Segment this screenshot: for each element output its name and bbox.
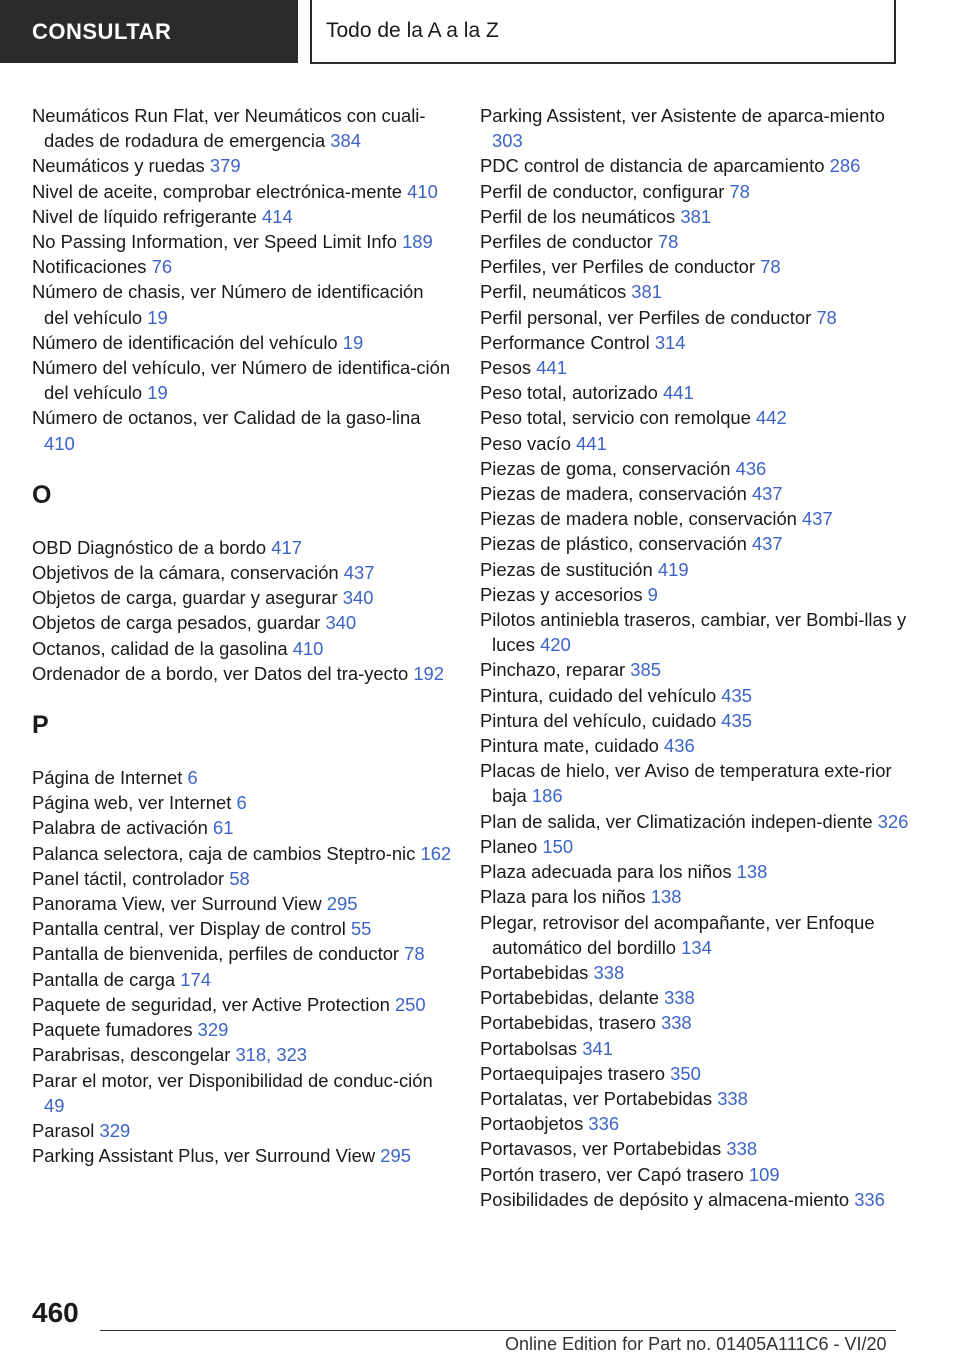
index-entry-page-link[interactable]: 410 — [407, 180, 438, 202]
index-entry — [32, 636, 452, 661]
index-entry-page-link[interactable]: 138 — [736, 861, 768, 883]
index-entry-page-link[interactable]: 55 — [350, 918, 372, 940]
index-section-letter: P — [32, 711, 49, 740]
index-entry — [480, 153, 910, 178]
index-entry-page-link[interactable]: 295 — [380, 1145, 411, 1167]
index-entry — [480, 884, 910, 909]
index-entry-text: Panel táctil, controlador — [32, 867, 225, 889]
index-entry — [480, 531, 910, 556]
index-entry — [480, 1036, 910, 1061]
index-entry — [32, 1068, 452, 1118]
index-entry-page-link[interactable]: 410 — [292, 637, 324, 659]
index-entry — [480, 254, 910, 279]
index-entry-text: Neumáticos y ruedas — [32, 155, 205, 177]
index-entry-page-link[interactable]: 6 — [236, 792, 247, 814]
index-entry-page-link[interactable]: 338 — [593, 961, 625, 983]
index-entry-text: Portabolsas — [480, 1037, 578, 1059]
index-entry-text: Pintura mate, cuidado — [480, 735, 659, 757]
index-entry-text: Objetos de carga, guardar y asegurar — [32, 587, 338, 609]
index-entry-text: Posibilidades de depósito y almacena-miento — [480, 1188, 850, 1210]
index-entry-text: Portabebidas, delante — [480, 987, 659, 1009]
index-entry-text: Perfil personal, ver Perfiles de conductor — [480, 306, 812, 328]
index-entry-page-link[interactable]: 192 — [413, 662, 445, 684]
index-entry-page-link[interactable]: 329 — [197, 1019, 229, 1041]
index-entry-text: OBD Diagnóstico de a bordo — [32, 536, 267, 558]
index-entry-page-link[interactable]: 186 — [531, 785, 563, 807]
index-entry-page-link[interactable]: 78 — [729, 180, 750, 202]
index-entry — [32, 891, 452, 916]
footer-divider — [100, 1330, 896, 1331]
index-entry — [32, 765, 452, 790]
index-entry-page-link[interactable]: 295 — [326, 893, 358, 915]
index-entry-page-link[interactable]: 385 — [630, 659, 661, 681]
index-entry-page-link[interactable]: 379 — [209, 155, 241, 177]
index-entry-page-link[interactable]: 61 — [212, 817, 234, 839]
index-entry — [32, 179, 452, 204]
index-entry-page-link[interactable]: 286 — [829, 155, 861, 177]
index-entry-text: Página de Internet — [32, 767, 183, 789]
index-entry-text: PDC control de distancia de aparcamiento — [480, 155, 825, 177]
index-entry-text: Número de chasis, ver Número de identificación del vehículo — [32, 281, 424, 328]
index-entry-page-link[interactable]: 381 — [631, 281, 662, 303]
index-entry — [480, 179, 910, 204]
index-entry — [480, 683, 910, 708]
index-entry-text: Planeo — [480, 835, 538, 857]
index-entry — [32, 279, 452, 329]
index-entry — [480, 1061, 910, 1086]
index-entry — [480, 758, 910, 808]
index-entry-page-link[interactable]: 19 — [342, 331, 364, 353]
index-entry-page-link[interactable]: 384 — [330, 130, 361, 152]
index-entry — [32, 916, 452, 941]
index-entry — [32, 1118, 452, 1143]
index-entry-page-link[interactable]: 19 — [147, 382, 168, 404]
index-entry-page-link[interactable]: 437 — [802, 508, 833, 530]
index-entry-page-link[interactable]: 338 — [717, 1087, 748, 1109]
index-entry-text: Portaobjetos — [480, 1113, 584, 1135]
index-entry-text: Placas de hielo, ver Aviso de temperatura exte-rior baja — [480, 760, 892, 807]
index-entry-page-link[interactable]: 442 — [756, 407, 787, 429]
index-entry-page-link[interactable]: 9 — [647, 583, 658, 605]
index-entry — [480, 279, 910, 304]
index-entry-page-link[interactable]: 417 — [271, 536, 302, 558]
index-entry-page-link[interactable]: 341 — [582, 1037, 613, 1059]
index-entry — [32, 661, 452, 686]
index-entry — [32, 941, 452, 966]
index-entry — [480, 355, 910, 380]
index-entry-text: Parabrisas, descongelar — [32, 1044, 231, 1066]
chapter-tab[interactable] — [310, 0, 896, 64]
index-entry — [480, 1010, 910, 1035]
index-entry-text: Peso total, servicio con remolque — [480, 407, 751, 429]
index-entry-text: Panorama View, ver Surround View — [32, 893, 322, 915]
index-entry — [32, 103, 452, 153]
index-entry — [480, 834, 910, 859]
index-entry-text: Perfiles de conductor — [480, 231, 653, 253]
index-entry-page-link[interactable]: 134 — [681, 936, 712, 958]
index-entry-text: Portabebidas, trasero — [480, 1012, 656, 1034]
index-entry-page-link[interactable]: 189 — [402, 231, 433, 253]
index-entry — [480, 859, 910, 884]
index-entry-page-link[interactable]: 329 — [99, 1119, 131, 1141]
index-entry-page-link[interactable]: 437 — [751, 483, 783, 505]
index-entry — [480, 607, 910, 657]
index-entry-page-link[interactable]: 435 — [721, 684, 752, 706]
index-entry-text: Palanca selectora, caja de cambios Steptro-nic — [32, 842, 416, 864]
index-entry-text: Portalatas, ver Portabebidas — [480, 1087, 713, 1109]
index-entry-page-link[interactable]: 435 — [721, 709, 752, 731]
index-entry-text: Pilotos antiniebla traseros, cambiar, ver Bombi-llas y luces — [480, 609, 907, 656]
index-entry-page-link[interactable]: 441 — [576, 432, 607, 454]
index-entry-page-link[interactable]: 78 — [404, 943, 425, 965]
index-entry-text: Portavasos, ver Portabebidas — [480, 1138, 722, 1160]
index-entry — [480, 960, 910, 985]
index-entry-page-link[interactable]: 58 — [229, 867, 250, 889]
index-entry-text: Plan de salida, ver Climatización indepen-diente — [480, 810, 873, 832]
index-entry-text: Piezas de madera, conservación — [480, 483, 747, 505]
index-entry — [480, 456, 910, 481]
index-entry-text: Plaza para los niños — [480, 886, 646, 908]
index-entry-text: Peso vacío — [480, 432, 571, 454]
index-entry-text: Pintura del vehículo, cuidado — [480, 709, 717, 731]
index-entry — [32, 535, 452, 560]
index-entry-page-link[interactable]: 410 — [44, 432, 75, 454]
index-entry-page-link[interactable]: 437 — [343, 562, 375, 584]
index-entry-page-link[interactable]: 314 — [654, 331, 686, 353]
index-entry-page-link[interactable]: 78 — [760, 256, 781, 278]
index-entry-text: Pintura, cuidado del vehículo — [480, 684, 717, 706]
index-entry-text: Ordenador de a bordo, ver Datos del tra-yecto — [32, 662, 409, 684]
index-entry — [480, 481, 910, 506]
index-entry — [480, 229, 910, 254]
index-entry — [480, 733, 910, 758]
index-entry-page-link[interactable]: 326 — [877, 810, 909, 832]
index-entry — [32, 560, 452, 585]
index-entry-text: Objetos de carga pesados, guardar — [32, 612, 321, 634]
index-column-left — [32, 103, 452, 1168]
index-entry-page-link[interactable]: 340 — [342, 587, 374, 609]
index-entry-page-link[interactable]: 138 — [650, 886, 682, 908]
index-entry — [32, 254, 452, 279]
index-entry — [32, 841, 452, 866]
index-entry-page-link[interactable]: 49 — [44, 1094, 65, 1116]
index-entry-page-link[interactable]: 338 — [664, 987, 695, 1009]
index-entry-text: Perfiles, ver Perfiles de conductor — [480, 256, 755, 278]
index-entry-page-link[interactable]: 336 — [854, 1188, 885, 1210]
index-entry-text: Perfil de conductor, configurar — [480, 180, 725, 202]
index-entry-text: Página web, ver Internet — [32, 792, 232, 814]
index-entry — [480, 103, 910, 153]
index-entry — [480, 204, 910, 229]
index-entry — [32, 1143, 452, 1168]
index-entry-text: Perfil, neumáticos — [480, 281, 627, 303]
index-entry — [480, 1162, 910, 1187]
index-entry — [480, 1187, 910, 1212]
index-entry — [32, 1042, 452, 1067]
index-entry — [32, 815, 452, 840]
index-entry-text: Número de octanos, ver Calidad de la gaso-lina — [32, 407, 421, 429]
index-entry-text: Peso total, autorizado — [480, 382, 658, 404]
index-column-right — [480, 103, 910, 1212]
index-entry-text: Piezas de sustitución — [480, 558, 653, 580]
index-entry-text: Pantalla central, ver Display de control — [32, 918, 346, 940]
footer-edition-text: Online Edition for Part no. 01405A111C6 - VI/20 — [505, 1334, 887, 1354]
index-entry-page-link[interactable]: 6 — [187, 767, 198, 789]
index-entry-text: Performance Control — [480, 331, 650, 353]
index-entry — [32, 1017, 452, 1042]
index-entry-text: Portaequipajes trasero — [480, 1062, 666, 1084]
index-entry — [480, 405, 910, 430]
index-entry — [32, 330, 452, 355]
index-entry-text: Número de identificación del vehículo — [32, 331, 338, 353]
index-section-letter: O — [32, 480, 52, 509]
index-entry-text: Pesos — [480, 357, 532, 379]
index-entry-text: Piezas de plástico, conservación — [480, 533, 747, 555]
index-entry-page-link[interactable]: 340 — [325, 612, 357, 634]
index-entry-page-link[interactable]: 336 — [588, 1113, 620, 1135]
index-entry-text: Parking Assistent, ver Asistente de aparca-miento — [480, 105, 885, 126]
index-entry-page-link[interactable]: 436 — [664, 735, 695, 757]
index-entry-page-link[interactable]: 162 — [420, 842, 452, 864]
index-entry-page-link[interactable]: 76 — [151, 256, 173, 278]
index-entry — [32, 405, 452, 455]
index-entry-text: Plaza adecuada para los niños — [480, 861, 732, 883]
index-entry — [32, 967, 452, 992]
index-entry — [480, 1086, 910, 1111]
index-entry-text: Piezas de madera noble, conservación — [480, 508, 797, 530]
index-entry-text: Portabebidas — [480, 961, 589, 983]
index-entry-text: Nivel de aceite, comprobar electrónica-mente — [32, 180, 403, 202]
index-entry-text: Notificaciones — [32, 256, 147, 278]
index-entry-page-link[interactable]: 109 — [748, 1163, 780, 1185]
index-entry-page-link[interactable]: 437 — [751, 533, 783, 555]
index-entry — [480, 305, 910, 330]
index-entry — [480, 985, 910, 1010]
index-entry-text: Neumáticos Run Flat, ver Neumáticos con cuali-dades de rodadura de emergencia — [32, 105, 426, 152]
index-entry-text: Pinchazo, reparar — [480, 659, 626, 681]
index-entry-page-link[interactable]: 338 — [660, 1012, 692, 1034]
index-entry-page-link[interactable]: 338 — [726, 1138, 758, 1160]
index-entry — [32, 204, 452, 229]
index-entry-text: Plegar, retrovisor del acompañante, ver Enfoque automático del bordillo — [480, 911, 875, 958]
index-entry-text: Parasol — [32, 1119, 95, 1141]
index-entry-page-link[interactable]: 350 — [670, 1062, 701, 1084]
page-number: 460 — [32, 1297, 79, 1328]
index-entry — [480, 809, 910, 834]
index-entry — [32, 992, 452, 1017]
index-entry-text: Octanos, calidad de la gasolina — [32, 637, 288, 659]
index-entry-text: Objetivos de la cámara, conservación — [32, 562, 339, 584]
index-entry-page-link[interactable]: 174 — [180, 968, 211, 990]
index-entry-page-link[interactable]: 419 — [657, 558, 689, 580]
index-entry — [32, 610, 452, 635]
index-entry-page-link[interactable]: 78 — [657, 231, 679, 253]
index-entry — [480, 910, 910, 960]
index-entry-page-link[interactable]: 414 — [262, 205, 293, 227]
index-entry — [480, 708, 910, 733]
index-entry-text: Portón trasero, ver Capó trasero — [480, 1163, 744, 1185]
index-entry — [480, 1111, 910, 1136]
index-entry — [32, 866, 452, 891]
index-entry — [32, 585, 452, 610]
index-entry-text: Piezas de goma, conservación — [480, 457, 731, 479]
section-tab-label: CONSULTAR — [32, 18, 172, 44]
index-entry-text: No Passing Information, ver Speed Limit Info — [32, 231, 397, 253]
index-entry-text: Piezas y accesorios — [480, 583, 643, 605]
index-entry-text: Nivel de líquido refrigerante — [32, 205, 257, 227]
index-entry-text: Parar el motor, ver Disponibilidad de conduc-ción — [32, 1069, 433, 1091]
index-entry — [32, 790, 452, 815]
index-entry — [480, 582, 910, 607]
index-entry-text: Palabra de activación — [32, 817, 208, 839]
index-entry-page-link[interactable]: 436 — [735, 457, 767, 479]
index-entry-page-link[interactable]: 318, 323 — [235, 1044, 308, 1066]
index-entry-page-link[interactable]: 381 — [680, 205, 712, 227]
index-entry-page-link[interactable]: 420 — [540, 634, 571, 656]
index-entry-text: Paquete de seguridad, ver Active Protection — [32, 993, 390, 1015]
index-entry-text: Parking Assistant Plus, ver Surround View — [32, 1145, 376, 1167]
index-entry-text: Pantalla de bienvenida, perfiles de conductor — [32, 943, 400, 965]
index-entry — [480, 431, 910, 456]
chapter-tab-label: Todo de la A a la Z — [326, 19, 499, 42]
index-entry — [480, 330, 910, 355]
index-entry — [32, 229, 452, 254]
index-entry-text: Pantalla de carga — [32, 968, 176, 990]
index-entry-page-link[interactable]: 303 — [492, 130, 523, 152]
index-entry-page-link[interactable]: 19 — [147, 306, 168, 328]
index-entry-text: Perfil de los neumáticos — [480, 205, 676, 227]
index-entry — [32, 153, 452, 178]
index-entry-page-link[interactable]: 441 — [663, 382, 694, 404]
index-entry — [480, 1136, 910, 1161]
index-entry-page-link[interactable]: 78 — [816, 306, 837, 328]
index-entry — [480, 657, 910, 682]
index-entry-page-link[interactable]: 150 — [542, 835, 574, 857]
index-entry-page-link[interactable]: 250 — [394, 993, 426, 1015]
index-entry — [480, 380, 910, 405]
index-entry-text: Paquete fumadores — [32, 1019, 193, 1041]
index-entry — [480, 506, 910, 531]
index-entry-page-link[interactable]: 441 — [536, 357, 567, 379]
index-entry — [480, 557, 910, 582]
index-entry — [32, 355, 452, 405]
section-tab[interactable] — [0, 0, 298, 63]
index-entry-text: Número del vehículo, ver Número de identifica-ción del vehículo — [32, 357, 451, 404]
